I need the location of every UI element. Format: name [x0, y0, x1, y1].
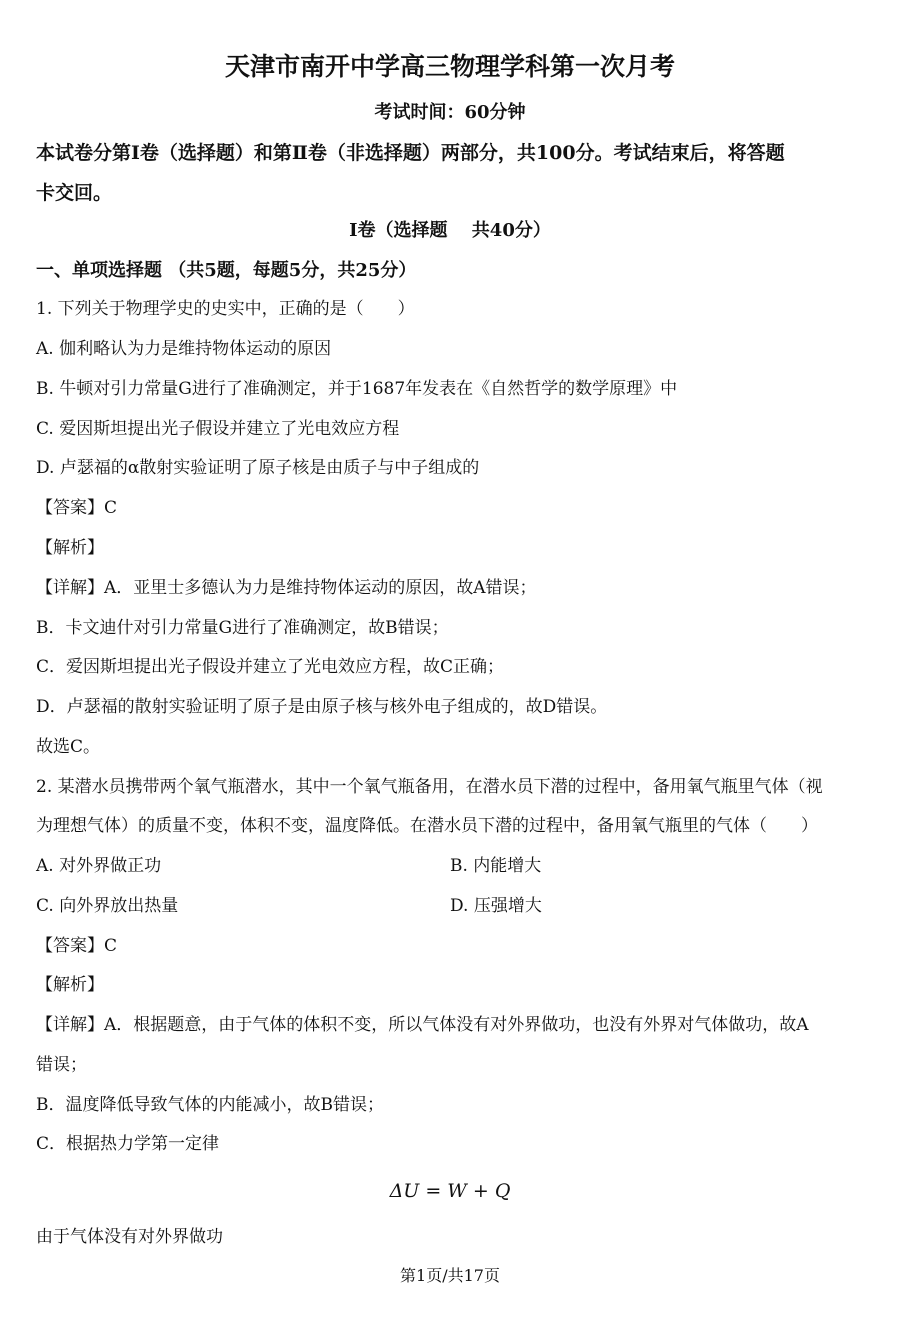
- q1-detail-a: 【详解】A．亚里士多德认为力是维持物体运动的原因，故A错误；: [36, 578, 537, 598]
- q2-option-d: D. 压强增大: [450, 896, 542, 916]
- q2-answer: 【答案】C: [36, 936, 118, 956]
- part1-title: Ⅰ卷（选择题 共40分）: [349, 220, 551, 241]
- q2-option-b: B. 内能增大: [450, 856, 542, 876]
- q1-option-b: B. 牛顿对引力常量G进行了准确测定，并于1687年发表在《自然哲学的数学原理》中: [36, 379, 678, 399]
- q2-option-a: A. 对外界做正功: [36, 856, 162, 876]
- page-indicator: 第1页/共17页: [400, 1266, 500, 1285]
- q1-detail-d: D．卢瑟福的散射实验证明了原子是由原子核与核外电子组成的，故D错误。: [36, 697, 608, 717]
- section1-title: 一、单项选择题 （共5题，每题5分，共25分）: [36, 260, 417, 281]
- q2-detail-c2: 由于气体没有对外界做功: [36, 1227, 223, 1247]
- q2-detail-a-line-1: 【详解】A．根据题意，由于气体的体积不变，所以气体没有对外界做功，也没有外界对气体做功，故A: [36, 1015, 809, 1035]
- q1-detail-c: C．爱因斯坦提出光子假设并建立了光电效应方程，故C正确；: [36, 657, 505, 677]
- q1-conclusion: 故选C。: [36, 737, 101, 757]
- q2-detail-b: B．温度降低导致气体的内能减小，故B错误；: [36, 1095, 384, 1115]
- q1-option-c: C. 爱因斯坦提出光子假设并建立了光电效应方程: [36, 419, 400, 439]
- exam-time: 考试时间：60分钟: [374, 102, 526, 123]
- exam-title: 天津市南开中学高三物理学科第一次月考: [224, 52, 675, 81]
- q2-stem-line-1: 2. 某潜水员携带两个氧气瓶潜水，其中一个氧气瓶备用，在潜水员下潜的过程中，备用氧气瓶里气体（视: [36, 777, 823, 797]
- intro-line-1: 本试卷分第Ⅰ卷（选择题）和第Ⅱ卷（非选择题）两部分，共100分。考试结束后，将答题: [36, 142, 785, 164]
- q2-detail-a-line-2: 错误；: [36, 1055, 87, 1075]
- q2-option-c: C. 向外界放出热量: [36, 896, 179, 916]
- q1-analysis-label: 【解析】: [36, 538, 104, 558]
- intro-line-2: 卡交回。: [36, 182, 113, 204]
- q2-detail-c: C．根据热力学第一定律: [36, 1134, 220, 1154]
- q1-stem: 1. 下列关于物理学史的史实中，正确的是（ ）: [36, 299, 415, 319]
- first-law-formula: ΔU = W + Q: [389, 1180, 511, 1202]
- q2-stem-line-2: 为理想气体）的质量不变，体积不变，温度降低。在潜水员下潜的过程中，备用氧气瓶里的气体（ ）: [36, 816, 818, 836]
- q1-option-d: D. 卢瑟福的α散射实验证明了原子核是由质子与中子组成的: [36, 458, 480, 478]
- q2-analysis-label: 【解析】: [36, 975, 104, 995]
- q1-answer: 【答案】C: [36, 498, 118, 518]
- q1-detail-b: B．卡文迪什对引力常量G进行了准确测定，故B错误；: [36, 618, 449, 638]
- q1-option-a: A. 伽利略认为力是维持物体运动的原因: [36, 339, 332, 359]
